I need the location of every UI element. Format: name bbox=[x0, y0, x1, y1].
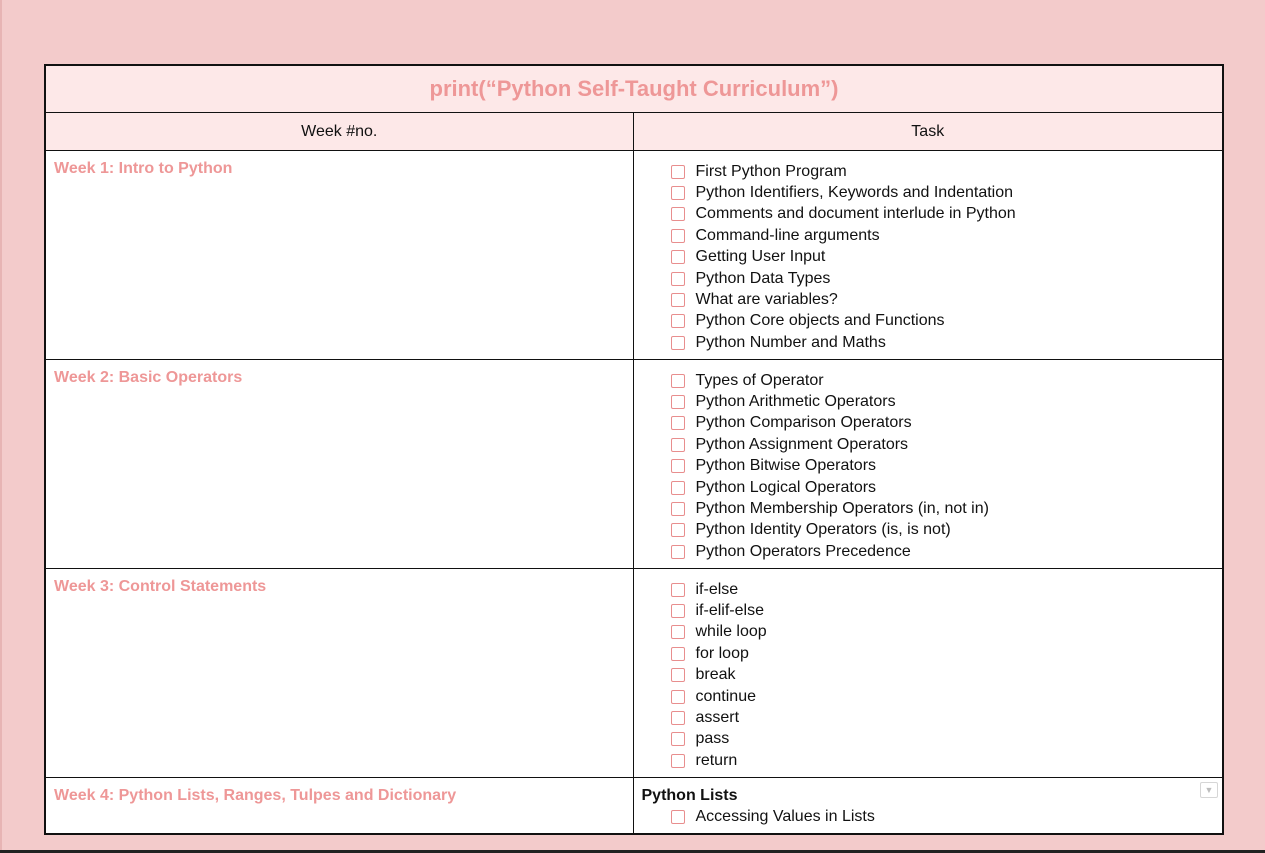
task-label: if-else bbox=[695, 580, 739, 598]
checkbox-icon[interactable] bbox=[671, 502, 685, 516]
task-label: for loop bbox=[695, 644, 749, 662]
task-item bbox=[671, 456, 1223, 477]
checkbox-icon[interactable] bbox=[671, 583, 685, 597]
task-item bbox=[671, 498, 1223, 519]
checkbox-icon[interactable] bbox=[671, 250, 685, 264]
task-cell[interactable] bbox=[633, 360, 1223, 569]
task-item bbox=[671, 182, 1223, 203]
week-label: Week 2: Basic Operators bbox=[54, 369, 243, 386]
week-cell[interactable] bbox=[45, 360, 633, 569]
checkbox-icon[interactable] bbox=[671, 336, 685, 350]
task-item bbox=[671, 600, 1223, 621]
task-item bbox=[671, 541, 1223, 562]
section-subheading: Python Lists bbox=[641, 787, 738, 804]
dropdown-arrow-icon[interactable]: ▼ bbox=[1200, 782, 1218, 798]
week-label: Week 3: Control Statements bbox=[54, 578, 267, 595]
task-label: return bbox=[695, 751, 738, 769]
checkbox-icon[interactable] bbox=[671, 459, 685, 473]
week-row-2 bbox=[45, 360, 1223, 569]
task-label: Python Assignment Operators bbox=[695, 435, 909, 453]
checkbox-icon[interactable] bbox=[671, 711, 685, 725]
task-label: Accessing Values in Lists bbox=[695, 807, 875, 825]
checkbox-icon[interactable] bbox=[671, 438, 685, 452]
task-label: What are variables? bbox=[695, 291, 838, 309]
window-edge bbox=[0, 0, 2, 853]
checkbox-icon[interactable] bbox=[671, 810, 685, 824]
task-item bbox=[671, 729, 1223, 750]
task-label: Python Operators Precedence bbox=[695, 542, 911, 560]
task-item bbox=[671, 707, 1223, 728]
checkbox-icon[interactable] bbox=[671, 374, 685, 388]
task-label: Python Membership Operators (in, not in) bbox=[695, 500, 989, 518]
task-item bbox=[671, 161, 1223, 182]
week-label: Week 4: Python Lists, Ranges, Tulpes and Dictionary bbox=[54, 787, 457, 804]
task-list bbox=[634, 569, 1223, 772]
checkbox-icon[interactable] bbox=[671, 625, 685, 639]
task-item bbox=[671, 686, 1223, 707]
task-label: Comments and document interlude in Python bbox=[695, 205, 1016, 223]
checkbox-icon[interactable] bbox=[671, 229, 685, 243]
task-item bbox=[671, 643, 1223, 664]
task-item bbox=[671, 247, 1223, 268]
task-label: Python Comparison Operators bbox=[695, 414, 912, 432]
checkbox-icon[interactable] bbox=[671, 523, 685, 537]
task-label: assert bbox=[695, 709, 740, 727]
task-label: Types of Operator bbox=[695, 371, 824, 389]
checkbox-icon[interactable] bbox=[671, 207, 685, 221]
task-label: Command-line arguments bbox=[695, 226, 880, 244]
checkbox-icon[interactable] bbox=[671, 314, 685, 328]
task-item bbox=[671, 622, 1223, 643]
task-label: pass bbox=[695, 730, 730, 748]
task-label: if-elif-else bbox=[695, 602, 764, 620]
task-list bbox=[634, 360, 1223, 563]
task-list bbox=[634, 151, 1223, 354]
checkbox-icon[interactable] bbox=[671, 668, 685, 682]
header-row bbox=[45, 113, 1223, 151]
task-label: Python Identifiers, Keywords and Indentation bbox=[695, 184, 1014, 202]
task-label: Python Data Types bbox=[695, 269, 831, 287]
week-label: Week 1: Intro to Python bbox=[54, 160, 233, 177]
task-item bbox=[671, 665, 1223, 686]
week-cell[interactable] bbox=[45, 569, 633, 778]
task-item bbox=[671, 579, 1223, 600]
checkbox-icon[interactable] bbox=[671, 293, 685, 307]
week-column-header[interactable]: Week #no. bbox=[45, 113, 633, 151]
task-label: break bbox=[695, 666, 736, 684]
week-cell[interactable] bbox=[45, 151, 633, 360]
task-item bbox=[671, 311, 1223, 332]
task-cell[interactable] bbox=[633, 569, 1223, 778]
checkbox-icon[interactable] bbox=[671, 272, 685, 286]
task-item bbox=[671, 289, 1223, 310]
checkbox-icon[interactable] bbox=[671, 416, 685, 430]
task-label: Getting User Input bbox=[695, 248, 826, 266]
checkbox-icon[interactable] bbox=[671, 732, 685, 746]
task-cell[interactable] bbox=[633, 778, 1223, 835]
checkbox-icon[interactable] bbox=[671, 545, 685, 559]
curriculum-table bbox=[44, 64, 1224, 835]
title-row bbox=[45, 65, 1223, 113]
week-row-1 bbox=[45, 151, 1223, 360]
task-label: First Python Program bbox=[695, 162, 847, 180]
checkbox-icon[interactable] bbox=[671, 165, 685, 179]
task-item bbox=[671, 434, 1223, 455]
task-item bbox=[671, 750, 1223, 771]
task-label: Python Arithmetic Operators bbox=[695, 393, 896, 411]
task-item bbox=[671, 225, 1223, 246]
task-item bbox=[671, 370, 1223, 391]
checkbox-icon[interactable] bbox=[671, 754, 685, 768]
checkbox-icon[interactable] bbox=[671, 647, 685, 661]
task-label: Python Bitwise Operators bbox=[695, 457, 877, 475]
checkbox-icon[interactable] bbox=[671, 395, 685, 409]
task-label: Python Identity Operators (is, is not) bbox=[695, 521, 951, 539]
week-row-3 bbox=[45, 569, 1223, 778]
task-item bbox=[671, 204, 1223, 225]
checkbox-icon[interactable] bbox=[671, 604, 685, 618]
task-item bbox=[671, 806, 1223, 827]
checkbox-icon[interactable] bbox=[671, 481, 685, 495]
task-item bbox=[671, 477, 1223, 498]
task-label: continue bbox=[695, 687, 756, 705]
task-column-header[interactable]: Task bbox=[633, 113, 1223, 151]
task-label: Python Core objects and Functions bbox=[695, 312, 945, 330]
task-label: Python Logical Operators bbox=[695, 478, 877, 496]
task-item bbox=[671, 413, 1223, 434]
task-item bbox=[671, 268, 1223, 289]
task-item bbox=[671, 332, 1223, 353]
task-cell[interactable] bbox=[633, 151, 1223, 360]
week-row-4 bbox=[45, 778, 1223, 835]
task-list bbox=[634, 805, 1223, 827]
task-item bbox=[671, 391, 1223, 412]
task-label: Python Number and Maths bbox=[695, 333, 886, 351]
page-title[interactable]: print(“Python Self-Taught Curriculum”) bbox=[45, 65, 1223, 113]
task-label: while loop bbox=[695, 623, 767, 641]
checkbox-icon[interactable] bbox=[671, 690, 685, 704]
task-item bbox=[671, 520, 1223, 541]
checkbox-icon[interactable] bbox=[671, 186, 685, 200]
week-cell[interactable] bbox=[45, 778, 633, 835]
